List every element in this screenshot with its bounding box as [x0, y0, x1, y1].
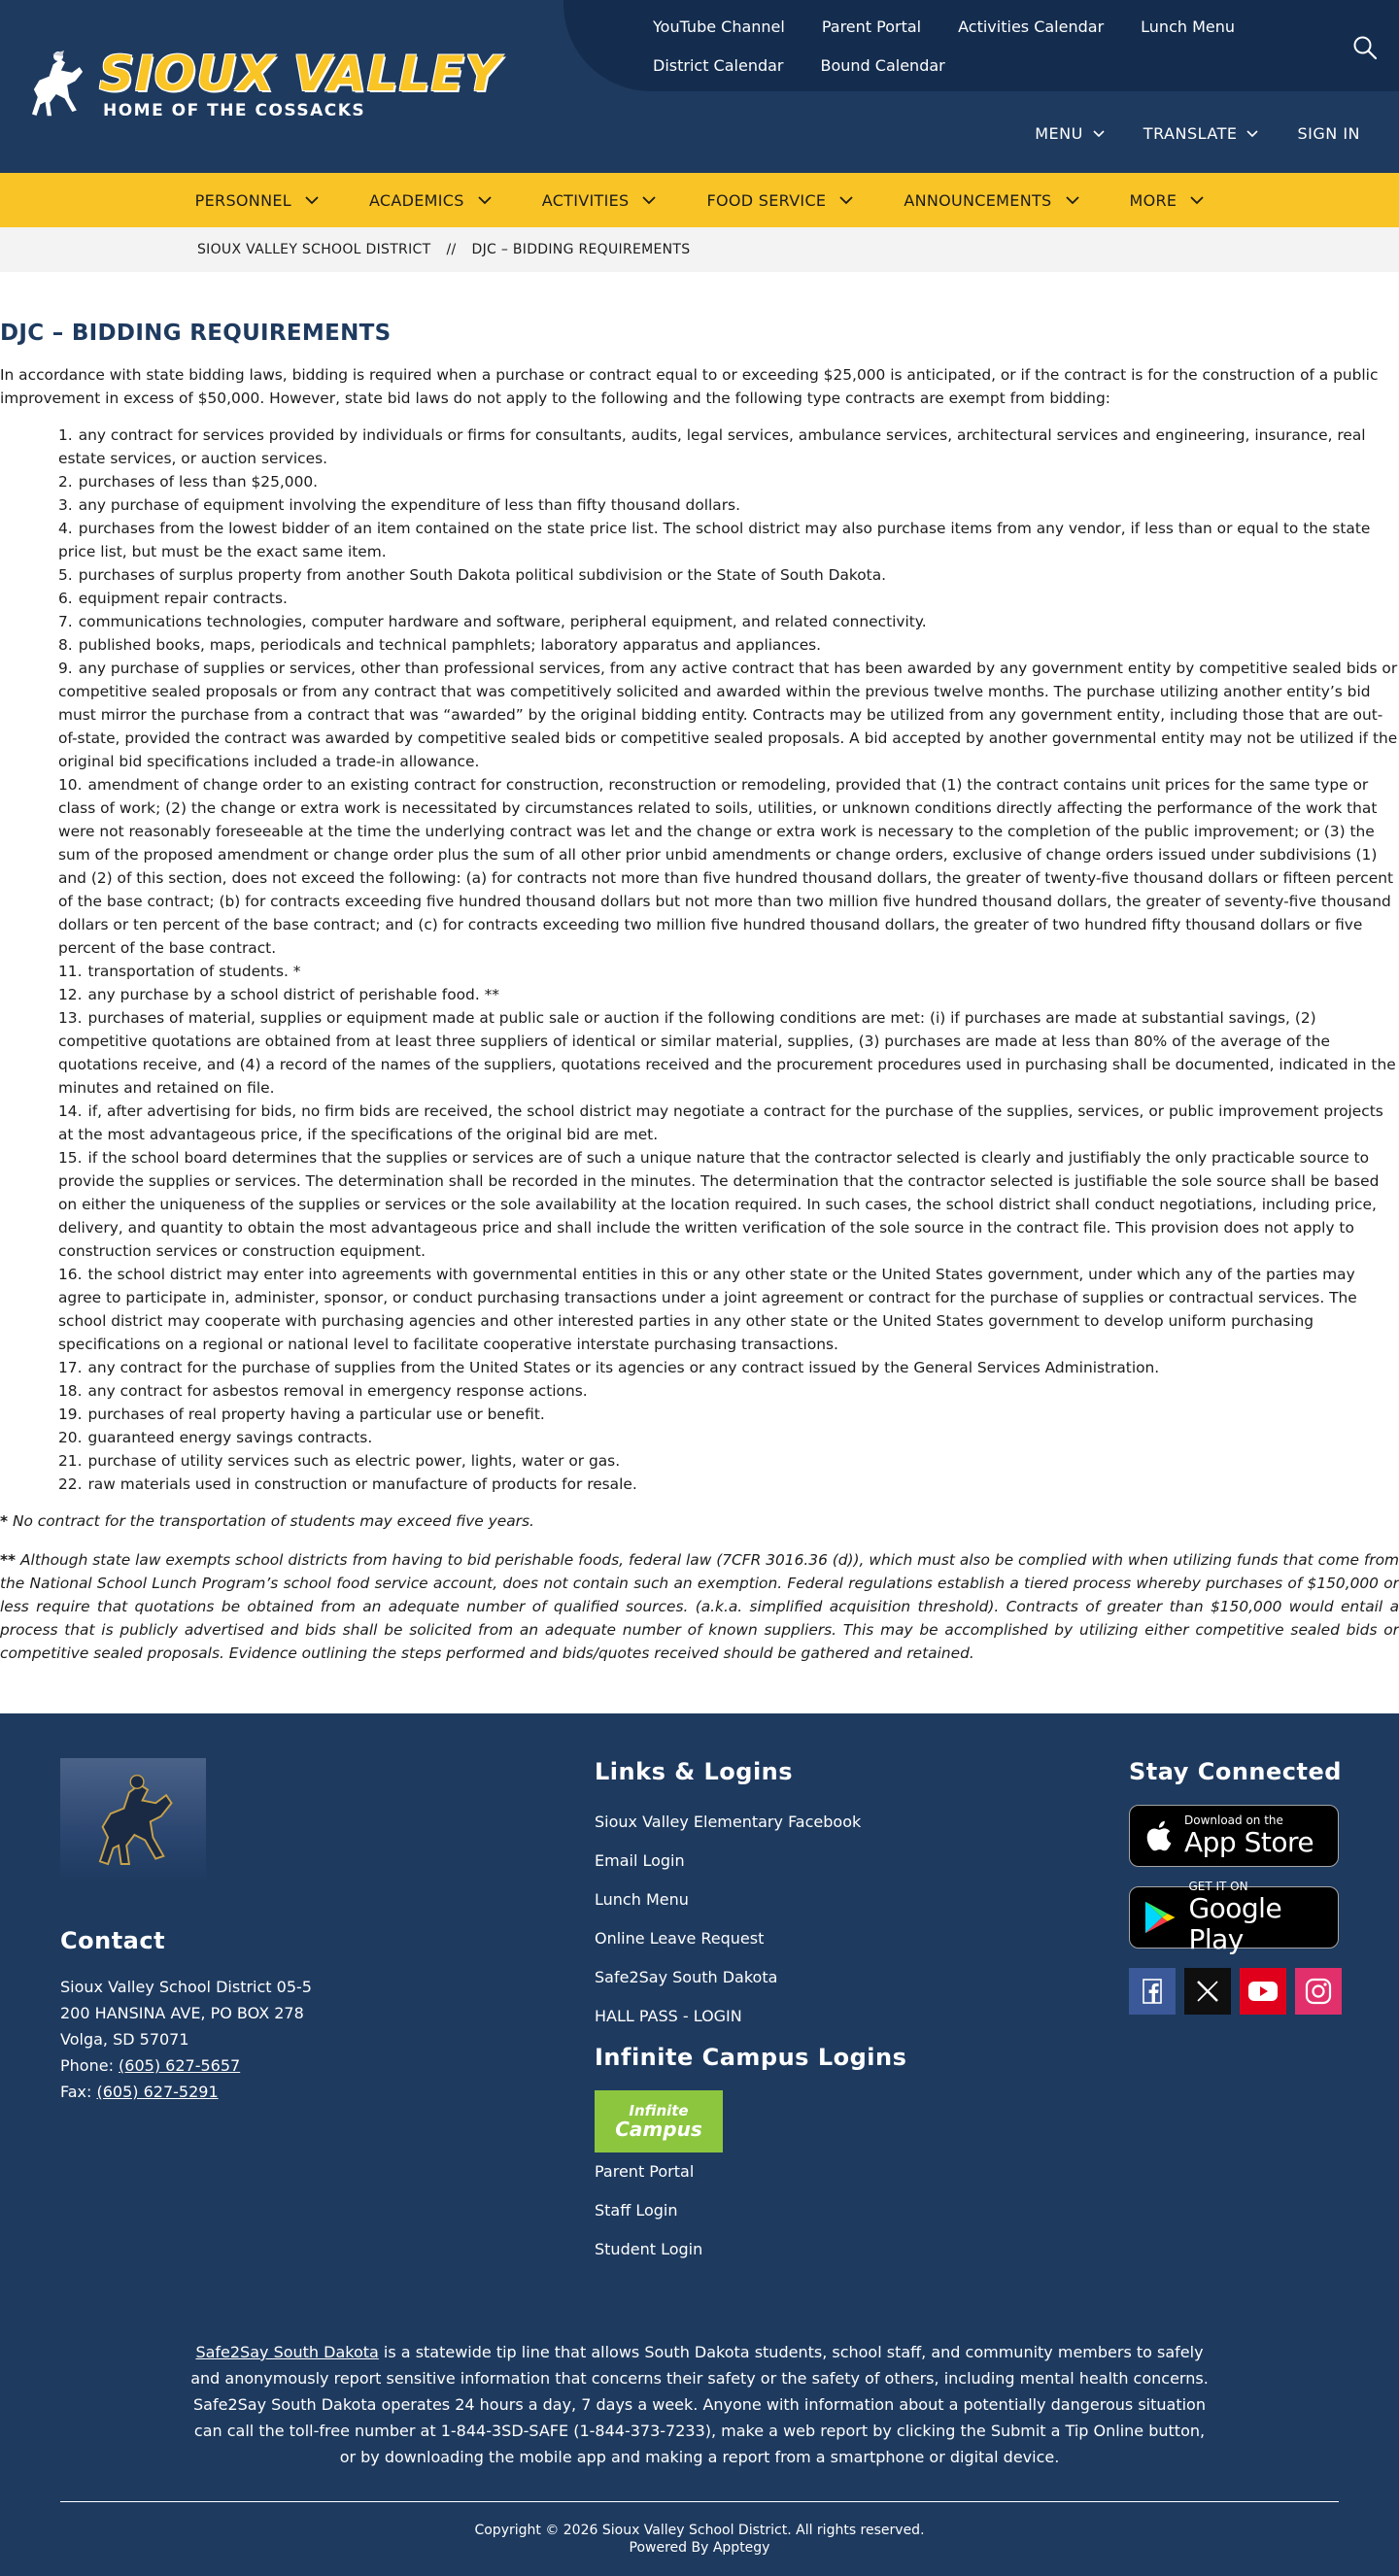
infinite-campus-heading: Infinite Campus Logins — [595, 2044, 907, 2071]
breadcrumb-current: DJC – BIDDING REQUIREMENTS — [471, 242, 691, 257]
exemption-item — [58, 470, 1399, 493]
google-play-text — [1188, 1880, 1338, 1955]
footnote-marker: ** — [0, 1551, 17, 1569]
exemption-item-text: the school district may enter into agreements with governmental entities in this or any other state or the United States government, under which any of the parties may agree to participate in, administer, sponsor, or conduct purchasing transactions under a joint agreement or contract for the purchase of supplies or contractual services. The school district may cooperate with purchasing agencies and other interested parties in any other state or the United States government to develop uniform purchasing specifications on a regional or national level to facilitate cooperative interstate purchasing transactions. — [58, 1266, 1357, 1353]
exemption-item — [58, 493, 1399, 517]
ic-link-parent-portal[interactable]: Parent Portal — [595, 2162, 695, 2181]
exemption-item-number: 11. — [58, 963, 83, 980]
exemption-item-number: 10. — [58, 776, 83, 794]
exemption-item-number: 18. — [58, 1382, 83, 1400]
facebook-button[interactable] — [1129, 1968, 1176, 2015]
facebook-icon — [1143, 1979, 1162, 2004]
exemption-item-text: any purchase of supplies or services, other than professional services, from any active contract that has been awarded by any government entity by competitive sealed bids or competitive sealed proposals or from any contract that was competitively solicited and awarded within the previous twelve months. The purchase utilizing another entity’s bid must mirror the purchase from a contract that was “awarded” by the original bidding entity. Contracts may be utilized from any government entity, including those that are out-of-state, provided the contract was awarded by competitive sealed bids or competitive sealed proposals. A bid accepted by another governmental entity may not be utilized if the original bid specifications included a trade-in allowance. — [58, 660, 1398, 770]
top-link-lunch-menu[interactable]: Lunch Menu — [1141, 17, 1236, 36]
exemption-item — [58, 983, 1399, 1006]
powered-by-link[interactable]: Powered By Apptegy — [629, 2540, 770, 2556]
search-button[interactable] — [1352, 35, 1378, 60]
safe2say-link[interactable]: Safe2Say South Dakota — [195, 2343, 379, 2361]
chevron-down-icon — [1066, 196, 1079, 205]
menu-label: MENU — [1035, 124, 1083, 143]
instagram-icon — [1305, 1978, 1332, 2005]
exemption-item-number: 2. — [58, 473, 73, 491]
sign-in-label: SIGN IN — [1297, 124, 1360, 143]
exemption-item-text: purchases from the lowest bidder of an item contained on the state price list. The school district may also purchase items from any vendor, if less than or equal to the state price list, but must be the exact same item. — [58, 520, 1371, 560]
chevron-down-icon — [305, 196, 319, 205]
site-header — [0, 0, 1399, 173]
breadcrumb — [0, 227, 1399, 272]
nav-label: FOOD SERVICE — [706, 190, 827, 210]
exemption-item-number: 7. — [58, 613, 73, 630]
exemption-item — [58, 587, 1399, 610]
nav-more[interactable] — [1130, 191, 1205, 210]
sign-in-button[interactable] — [1297, 124, 1360, 143]
exemption-item — [58, 1449, 1399, 1473]
infinite-campus-logo[interactable] — [595, 2090, 723, 2152]
exemption-item — [58, 1473, 1399, 1496]
top-links-row-1 — [653, 17, 1272, 36]
nav-label: ACTIVITIES — [541, 190, 630, 210]
main-nav — [0, 173, 1399, 227]
copyright-block — [0, 2502, 1399, 2576]
nav-label: MORE — [1129, 190, 1177, 210]
top-links-bar — [563, 0, 1399, 91]
social-links — [1129, 1968, 1362, 2015]
footer-link-safe2say[interactable]: Safe2Say South Dakota — [595, 1968, 778, 1986]
footer-links-list — [595, 1803, 983, 2036]
exemption-item — [58, 960, 1399, 983]
top-links-row-2 — [653, 56, 982, 75]
top-link-parent-portal[interactable]: Parent Portal — [821, 17, 922, 36]
footer-contact-column — [60, 1758, 449, 2105]
stay-connected-heading: Stay Connected — [1129, 1758, 1342, 1785]
exemption-item — [58, 1146, 1399, 1263]
ic-link-staff-login[interactable]: Staff Login — [595, 2201, 678, 2220]
contact-phone — [60, 2052, 449, 2079]
footer-link-email-login[interactable]: Email Login — [595, 1851, 685, 1870]
nav-food-service[interactable] — [706, 191, 853, 210]
exemption-item-text: purchases of real property having a particular use or benefit. — [87, 1406, 545, 1423]
chevron-down-icon — [1093, 130, 1105, 138]
exemption-item-number: 12. — [58, 986, 83, 1003]
site-footer — [0, 1713, 1399, 2576]
footnote-marker: * — [0, 1512, 9, 1530]
footer-link-lunch-menu[interactable]: Lunch Menu — [595, 1890, 689, 1909]
chevron-down-icon — [1190, 196, 1204, 205]
exemption-item-text: purchases of surplus property from another South Dakota political subdivision or the State of South Dakota. — [78, 566, 887, 584]
app-store-button[interactable] — [1129, 1805, 1339, 1867]
exemption-item — [58, 1379, 1399, 1403]
nav-label: PERSONNEL — [194, 190, 291, 210]
exemption-item — [58, 1426, 1399, 1449]
exemption-item-text: any purchase of equipment involving the expenditure of less than fifty thousand dollars. — [78, 496, 740, 514]
phone-label: Phone: — [60, 2056, 114, 2075]
ic-link-student-login[interactable]: Student Login — [595, 2240, 703, 2258]
site-logo[interactable] — [23, 47, 501, 122]
logo-subtitle: HOME OF THE COSSACKS — [103, 101, 366, 120]
footer-stay-connected-column — [1129, 1758, 1362, 2015]
contact-district-name: Sioux Valley School District 05-5 — [60, 1978, 312, 1996]
exemption-item-number: 9. — [58, 660, 73, 677]
footnote-text: No contract for the transportation of students may exceed five years. — [12, 1512, 534, 1530]
apple-icon — [1143, 1818, 1173, 1853]
exemption-item-number: 22. — [58, 1475, 83, 1493]
x-twitter-button[interactable] — [1184, 1968, 1231, 2015]
exemption-item-number: 8. — [58, 636, 73, 654]
exemption-item-text: raw materials used in construction or manufacture of products for resale. — [87, 1475, 637, 1493]
exemption-item-text: purchases of material, supplies or equipment made at public sale or auction if the following conditions are met: (i) if purchases are made at substantial savings, (2) competitive quotations are obtained from at least three suppliers of identical or similar material, supplies, (3) purchases are made at less than 80% of the average of the quotations receive, and (4) a record of the names of the suppliers, quotations received and the procurement procedures used in purchasing shall be documented, indicated in the minutes and retained on file. — [58, 1009, 1396, 1097]
exemption-item-number: 15. — [58, 1149, 83, 1167]
exemption-item-number: 4. — [58, 520, 73, 537]
top-link-bound-calendar[interactable]: Bound Calendar — [820, 56, 945, 75]
exemption-item-number: 19. — [58, 1406, 83, 1423]
youtube-button[interactable] — [1240, 1968, 1286, 2015]
logo-text — [99, 46, 501, 120]
top-link-activities-calendar[interactable]: Activities Calendar — [958, 17, 1105, 36]
top-link-district-calendar[interactable]: District Calendar — [653, 56, 784, 75]
exemption-item-text: any purchase by a school district of perishable food. ** — [87, 986, 500, 1003]
youtube-icon — [1247, 1980, 1279, 2003]
exemption-item-text: purchase of utility services such as electric power, lights, water or gas. — [87, 1452, 621, 1470]
nav-announcements[interactable] — [904, 191, 1078, 210]
cossack-rider-logo-icon — [89, 1764, 177, 1877]
exemption-item-text: if, after advertising for bids, no firm bids are received, the school district may negotiate a contract for the purchase of the supplies, services, or public improvement projects at the most advantageous price, if the specifications of the original bid are met. — [58, 1102, 1383, 1143]
exemption-item-text: amendment of change order to an existing contract for construction, reconstruction or remodeling, provided that (1) the contract contains unit prices for the same type or class of work; (2) the change or extra work is necessitated by circumstances related to soils, utilities, or unknown conditions directly affecting the performance of the work that were not reasonably foreseeable at the time the underlying contract was let and the change or extra work is necessary to the completion of the public improvement; or (3) the sum of the proposed amendment or change order plus the sum of all other prior unbid amendments or change orders, exclusive of change orders issued under subdivisions (1) and (2) of this section, does not exceed the following: (a) for contracts not more than five hundred thousand dollars, the greater of twenty-five thousand dollars or fifteen percent of the base contract; (b) for contracts exceeding five hundred thousand dollars but not more than two million five hundred thousand dollars, the greater of seventy-five thousand dollars or ten percent of the base contract; and (c) for contracts exceeding two million five hundred thousand dollars, the greater of two hundred fifty thousand dollars or five percent of the base contract. — [58, 776, 1393, 957]
nav-label: ANNOUNCEMENTS — [904, 190, 1052, 210]
instagram-button[interactable] — [1295, 1968, 1342, 2015]
google-play-big: Google Play — [1188, 1892, 1282, 1955]
footer-columns — [0, 1758, 1399, 2302]
exemption-item — [58, 1403, 1399, 1426]
google-play-small: GET IT ON — [1188, 1880, 1248, 1893]
footer-logo — [60, 1758, 206, 1882]
footer-link-hall-pass[interactable]: HALL PASS - LOGIN — [595, 2007, 742, 2025]
exemption-item — [58, 1006, 1399, 1100]
footer-link-online-leave-request[interactable]: Online Leave Request — [595, 1929, 765, 1948]
exemption-item-number: 17. — [58, 1359, 83, 1376]
safe2say-text: is a statewide tip line that allows South Dakota students, school staff, and community members to safely and anonymously report sensitive information that concerns their safety or the safety of others, including mental health concerns. Safe2Say South Dakota operates 24 hours a day, 7 days a week. Anyone with information about a potentially dangerous situation can call the toll-free number at 1-844-3SD-SAFE (1-844-373-7233), make a web report by clicking the Submit a Tip Online button, or by downloading the mobile app and making a report from a smartphone or digital device. — [190, 2343, 1209, 2466]
app-store-small: Download on the — [1184, 1813, 1283, 1827]
exemption-item-number: 3. — [58, 496, 73, 514]
exemption-list — [0, 424, 1399, 1496]
chevron-down-icon — [1246, 130, 1258, 138]
nav-personnel[interactable] — [195, 191, 319, 210]
footnote-perishable-food — [0, 1548, 1399, 1665]
footer-link-elementary-facebook[interactable]: Sioux Valley Elementary Facebook — [595, 1813, 862, 1831]
safe2say-description — [185, 2302, 1214, 2470]
exemption-item-number: 20. — [58, 1429, 83, 1446]
ic-logo-line1: Infinite — [629, 2102, 689, 2119]
exemption-item — [58, 633, 1399, 657]
breadcrumb-home-link[interactable]: SIOUX VALLEY SCHOOL DISTRICT — [197, 242, 431, 257]
nav-label: ACADEMICS — [368, 190, 464, 210]
chevron-down-icon — [839, 196, 853, 205]
exemption-item-number: 6. — [58, 590, 73, 607]
exemption-item-text: communications technologies, computer hardware and software, peripheral equipment, and related connectivity. — [78, 613, 927, 630]
contact-fax — [60, 2079, 449, 2105]
logo-title: SIOUX VALLEY — [99, 46, 501, 102]
phone-link[interactable]: (605) 627-5657 — [119, 2056, 241, 2075]
contact-heading: Contact — [60, 1927, 166, 1954]
cossack-rider-logo-icon — [23, 47, 87, 122]
links-logins-heading: Links & Logins — [595, 1758, 794, 1785]
exemption-item — [58, 1263, 1399, 1356]
exemption-item — [58, 517, 1399, 563]
page-title: DJC – BIDDING REQUIREMENTS — [0, 321, 392, 346]
exemption-item — [58, 1356, 1399, 1379]
nav-activities[interactable] — [542, 191, 657, 210]
app-store-text — [1184, 1813, 1314, 1858]
footnote-text: Although state law exempts school districts from having to bid perishable foods, federal law (7CFR 3016.36 (d)), which must also be complied with when utilizing funds that come from the National School Lunch Program’s school food service account, does not contain such an exemption. Federal regulations establish a tiered process whereby purchases of $150,000 or less require that quotations be obtained from an adequate number of qualified sources. (a.k.a. simplified acquisition threshold). Contracts of greater than $150,000 would entail a process that is publicly advertised and bids shall be solicited from an adequate number of known suppliers. This may be accomplished by utilizing either competitive sealed bids or competitive sealed proposals. Evidence outlining the steps performed and bids/quotes received should be gathered and retained. — [0, 1551, 1399, 1662]
exemption-item-text: guaranteed energy savings contracts. — [87, 1429, 373, 1446]
menu-button[interactable] — [1035, 124, 1105, 143]
exemption-item-text: transportation of students. * — [87, 963, 301, 980]
utility-nav — [996, 124, 1360, 143]
exemption-item-text: equipment repair contracts. — [78, 590, 288, 607]
contact-address-line2: Volga, SD 57071 — [60, 2030, 189, 2049]
exemption-item-number: 5. — [58, 566, 73, 584]
ic-logo-line2: Campus — [615, 2118, 702, 2141]
translate-label: TRANSLATE — [1143, 124, 1238, 143]
exemption-item-number: 1. — [58, 426, 73, 444]
exemption-item-number: 21. — [58, 1452, 83, 1470]
exemption-item — [58, 563, 1399, 587]
exemption-item-number: 13. — [58, 1009, 83, 1027]
contact-address-line1: 200 HANSINA AVE, PO BOX 278 — [60, 2004, 304, 2022]
exemption-item — [58, 1100, 1399, 1146]
exemption-item — [58, 610, 1399, 633]
app-store-big: App Store — [1184, 1826, 1314, 1858]
exemption-item — [58, 424, 1399, 470]
exemption-item-text: any contract for services provided by individuals or firms for consultants, audits, legal services, ambulance services, architectural services and engineering, insurance, real estate services, or auction services. — [58, 426, 1366, 467]
chevron-down-icon — [478, 196, 492, 205]
intro-paragraph: In accordance with state bidding laws, bidding is required when a purchase or contract equal to or exceeding $25,000 is anticipated, or if the contract is for the construction of a public improvement in excess of $50,000. However, state bid laws do not apply to the following and the following type contracts are exempt from bidding: — [0, 366, 1379, 407]
copyright-text: Copyright © 2026 Sioux Valley School District. All rights reserved. — [474, 2523, 925, 2538]
fax-label: Fax: — [60, 2083, 92, 2101]
breadcrumb-separator: // — [446, 242, 457, 257]
exemption-item-text: any contract for the purchase of supplies from the United States or its agencies or any contract issued by the General Services Administration. — [87, 1359, 1160, 1376]
exemption-item-text: if the school board determines that the supplies or services are of such a unique nature that the contractor selected is clearly and justifiably the only practicable source to provide the supplies or services. The determination shall be recorded in the minutes. The determination that the contractor selected is justifiable the sole source shall be based on either the uniqueness of the supplies or services or the sole availability at the location required. In such cases, the school district shall conduct negotiations, including price, delivery, and quantity to obtain the most advantageous price and shall include the written verification of the sole source in the contract file. This provision does not apply to construction services or construction equipment. — [58, 1149, 1380, 1260]
top-link-youtube-channel[interactable]: YouTube Channel — [653, 17, 785, 36]
x-icon — [1195, 1979, 1220, 2004]
google-play-button[interactable] — [1129, 1880, 1339, 1955]
footer-links-column — [595, 1758, 983, 2269]
exemption-item-text: published books, maps, periodicals and technical pamphlets; laboratory apparatus and appliances. — [78, 636, 822, 654]
footnote-transportation — [0, 1509, 1399, 1533]
exemption-item-text: any contract for asbestos removal in emergency response actions. — [87, 1382, 588, 1400]
exemption-item — [58, 657, 1399, 773]
exemption-item-text: purchases of less than $25,000. — [78, 473, 319, 491]
infinite-campus-links — [595, 2152, 983, 2269]
translate-button[interactable] — [1143, 124, 1259, 143]
exemption-item — [58, 773, 1399, 960]
google-play-icon — [1143, 1899, 1177, 1936]
exemption-item-number: 14. — [58, 1102, 83, 1120]
nav-academics[interactable] — [369, 191, 492, 210]
exemption-item-number: 16. — [58, 1266, 83, 1283]
main-content — [0, 272, 1399, 1684]
chevron-down-icon — [642, 196, 656, 205]
fax-link[interactable]: (605) 627-5291 — [96, 2083, 219, 2101]
search-icon — [1352, 35, 1378, 60]
